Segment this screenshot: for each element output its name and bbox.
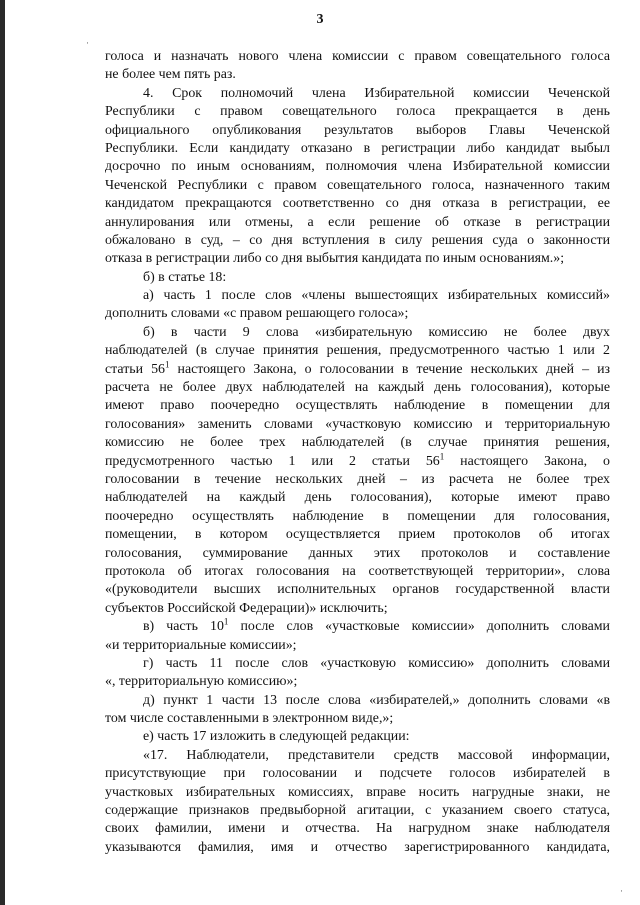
line-text: комиссию не более трех наблюдателей (в случае принятия решения, xyxy=(105,435,610,451)
text-line xyxy=(105,728,610,746)
text-line xyxy=(105,489,610,507)
text-line xyxy=(105,618,610,636)
text-line xyxy=(105,48,610,66)
text-line xyxy=(105,158,610,176)
document-body xyxy=(105,48,610,857)
line-text: наблюдателей на каждый день голосования), которые имеют право xyxy=(105,490,610,506)
page-number: 3 xyxy=(316,12,324,27)
line-text: наблюдателей (в случае принятия решения, предусмотренного частью 1 или 2 xyxy=(105,343,610,359)
text-line xyxy=(105,637,610,655)
text-line xyxy=(105,361,610,379)
line-text: статьи 56 xyxy=(105,361,165,377)
text-line xyxy=(105,450,610,471)
line-text: «17. Наблюдатели, представители средств массовой информации, xyxy=(143,747,610,763)
text-line xyxy=(105,673,610,691)
line-text: не более чем пять раз. xyxy=(105,67,236,83)
line-text: а) часть 1 после слов «члены вышестоящих избирательных комиссий» xyxy=(143,288,610,304)
line-text: «(руководители высших исполнительных органов государственной власти xyxy=(105,582,610,598)
text-line xyxy=(105,250,610,268)
text-line xyxy=(105,820,610,838)
line-text: досрочно по иным основаниям, полномочия члена Избирательной комиссии xyxy=(105,159,610,175)
line-text: расчета не более двух наблюдателей на каждый день голосования), которые xyxy=(105,380,610,396)
line-text: «и территориальные комиссии»; xyxy=(105,637,297,653)
text-line xyxy=(105,342,610,360)
line-text: е) часть 17 изложить в следующей редакции: xyxy=(143,729,410,745)
line-text-continued: настоящего Закона, о голосовании в течение нескольких дней – из xyxy=(169,361,610,377)
line-text-continued: после слов «участковые комиссии» дополнить словами xyxy=(228,619,610,635)
text-line xyxy=(105,600,610,618)
line-text: поочередно осуществлять наблюдение в помещении для голосования, xyxy=(105,508,610,524)
text-line xyxy=(105,692,610,710)
line-text: присутствующие при голосовании и подсчете голосов избирателей в xyxy=(105,766,610,782)
line-text: предусмотренного частью 1 или 2 статьи 56 xyxy=(105,453,440,469)
line-text: голосования» заменить словами «участковую комиссию и территориальную xyxy=(105,416,610,432)
text-line xyxy=(105,710,610,728)
line-text: своих фамилии, имени и отчества. На нагрудном знаке наблюдателя xyxy=(105,821,610,837)
text-line xyxy=(105,305,610,323)
text-line xyxy=(105,471,610,489)
text-line xyxy=(105,103,610,121)
text-line xyxy=(105,140,610,158)
superscript: 1 xyxy=(439,450,445,461)
text-line xyxy=(105,526,610,544)
text-line xyxy=(105,177,610,195)
line-text: Республики с правом совещательного голоса прекращается в день xyxy=(105,104,610,120)
line-text: б) в статье 18: xyxy=(143,269,227,285)
line-text: Чеченской Республики с правом совещательного голоса, назначенного таким xyxy=(105,177,610,193)
text-line xyxy=(105,508,610,526)
scan-speck: · xyxy=(620,886,623,896)
text-line xyxy=(105,379,610,397)
line-text: содержащие признаков предвыборной агитации, с указанием своего статуса, xyxy=(105,803,610,819)
line-text: имеют право поочередно осуществлять наблюдение в помещении для xyxy=(105,398,610,414)
line-text: б) в части 9 слова «избирательную комиссию не более двух xyxy=(143,324,610,340)
text-line xyxy=(105,195,610,213)
line-text: Республики. Если кандидату отказано в регистрации либо кандидат выбыл xyxy=(105,140,610,156)
line-text: г) часть 11 после слов «участковую комиссию» дополнить словами xyxy=(143,655,610,671)
text-line xyxy=(105,655,610,673)
line-text: участковых избирательных комиссиях, вправе носить нагрудные знаки, не xyxy=(105,784,610,800)
text-line xyxy=(105,839,610,857)
line-text: официального опубликования результатов выборов Главы Чеченской xyxy=(105,122,610,138)
line-text: голосовании в течение нескольких дней – из расчета не более трех xyxy=(105,471,610,487)
text-line xyxy=(105,287,610,305)
line-text: аннулирования или отмены, а если решение об отказе в регистрации xyxy=(105,214,610,230)
line-text: том числе составленными в электронном виде,»; xyxy=(105,711,394,727)
line-text: в) часть 10 xyxy=(143,619,224,635)
text-line xyxy=(105,545,610,563)
scan-edge xyxy=(0,0,5,905)
line-text: голосования, суммирование данных этих протоколов и составление xyxy=(105,545,610,561)
text-line xyxy=(105,416,610,434)
text-line xyxy=(105,765,610,783)
line-text: протокола об итогах голосования на соответствующей территории», слова xyxy=(105,563,610,579)
line-text: «, территориальную комиссию»; xyxy=(105,674,298,690)
text-line xyxy=(105,122,610,140)
line-text: дополнить словами «с правом решающего голоса»; xyxy=(105,306,409,322)
text-line xyxy=(105,324,610,342)
text-line xyxy=(105,85,610,103)
line-text: указываются фамилия, имя и отчество зарегистрированного кандидата, xyxy=(105,839,610,855)
text-line xyxy=(105,581,610,599)
scan-speck: · xyxy=(86,38,89,48)
text-line xyxy=(105,802,610,820)
line-text: голоса и назначать нового члена комиссии с правом совещательного голоса xyxy=(105,49,610,64)
text-line xyxy=(105,563,610,581)
text-line xyxy=(105,397,610,415)
text-line xyxy=(105,747,610,765)
text-line xyxy=(105,784,610,802)
text-line xyxy=(105,66,610,84)
text-line xyxy=(105,214,610,232)
line-text: субъектов Российской Федерации)» исключить; xyxy=(105,600,388,616)
text-line xyxy=(105,434,610,452)
line-text: д) пункт 1 части 13 после слова «избирателей,» дополнить словами «в xyxy=(143,692,610,708)
line-text: обжаловано в суд, – со дня вступления в силу решения суда о законности xyxy=(105,232,610,248)
text-line xyxy=(105,232,610,250)
text-line xyxy=(105,269,610,287)
superscript: 1 xyxy=(164,359,170,370)
line-text: 4. Срок полномочий члена Избирательной комиссии Чеченской xyxy=(143,85,610,101)
line-text: помещении, в котором осуществляется прием протоколов об итогах xyxy=(105,527,610,543)
superscript: 1 xyxy=(223,616,229,627)
line-text-continued: настоящего Закона, о xyxy=(444,453,610,469)
line-text: кандидатом прекращаются соответственно со дня отказа в регистрации, ее xyxy=(105,196,610,212)
line-text: отказа в регистрации либо со дня выбытия кандидата по иным основаниям.»; xyxy=(105,251,565,267)
